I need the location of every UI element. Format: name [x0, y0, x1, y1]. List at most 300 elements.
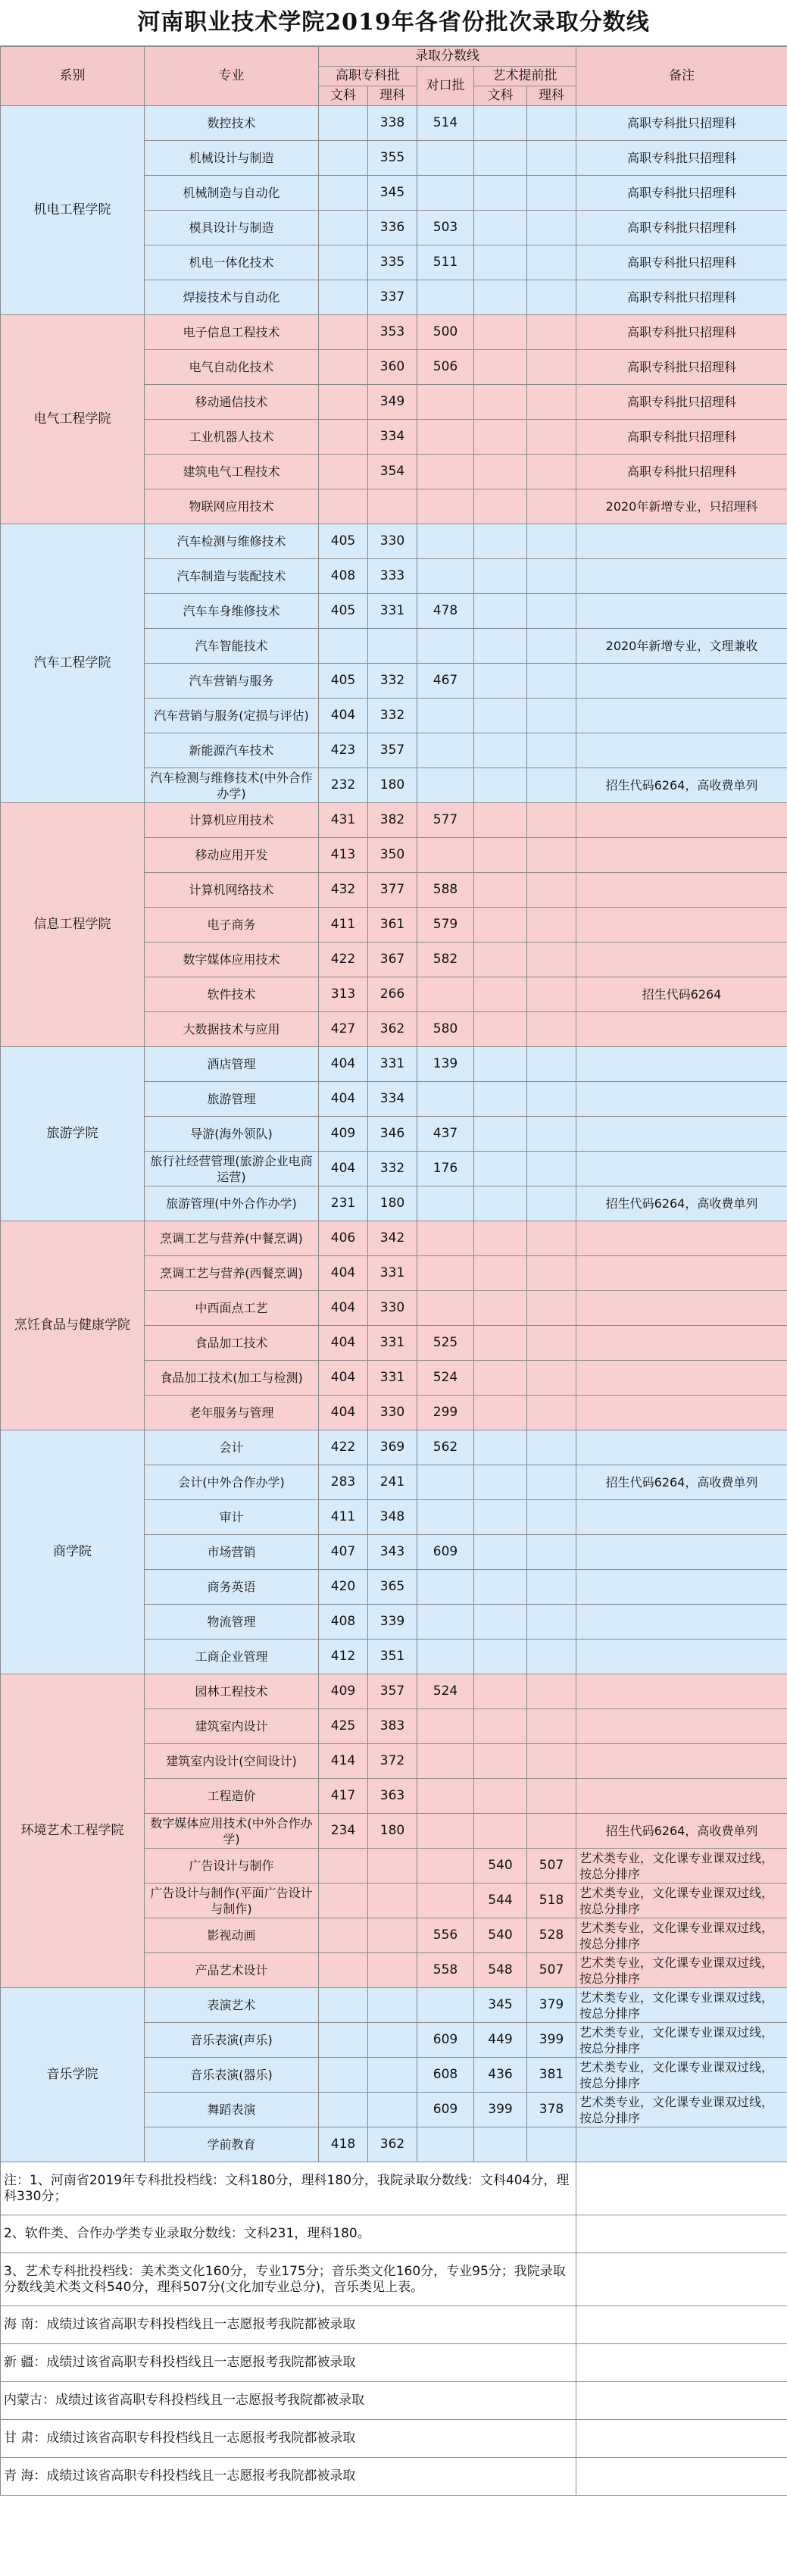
score-yishu-like: [527, 1186, 576, 1221]
score-wenke: [319, 176, 368, 211]
header-wenke: 文科: [319, 86, 368, 106]
remark-cell: [576, 1570, 787, 1605]
score-wenke: 404: [319, 1396, 368, 1430]
score-like: 367: [368, 943, 417, 977]
score-yishu-wenke: [474, 1221, 527, 1256]
score-yishu-like: [527, 768, 576, 803]
remark-cell: 高职专科批只招理科: [576, 280, 787, 315]
score-duikou: [417, 280, 474, 315]
score-like: 372: [368, 1744, 417, 1779]
major-cell: 烹调工艺与营养(西餐烹调): [145, 1256, 319, 1291]
score-like: 331: [368, 1047, 417, 1082]
score-like: 180: [368, 1814, 417, 1849]
score-like: 345: [368, 176, 417, 211]
score-yishu-wenke: 436: [474, 2058, 527, 2093]
score-duikou: [417, 1256, 474, 1291]
score-yishu-like: [527, 594, 576, 629]
score-yishu-wenke: [474, 1186, 527, 1221]
score-like: 331: [368, 1256, 417, 1291]
score-yishu-wenke: 540: [474, 1849, 527, 1884]
score-duikou: 524: [417, 1674, 474, 1709]
note-blank-cell: [576, 2215, 787, 2253]
table-row: [1, 1674, 787, 1709]
remark-cell: [576, 1047, 787, 1082]
score-like: [368, 2058, 417, 2093]
score-yishu-like: [527, 733, 576, 768]
major-cell: 市场营销: [145, 1535, 319, 1570]
score-like: 362: [368, 2127, 417, 2162]
score-yishu-like: [527, 908, 576, 943]
remark-cell: [576, 733, 787, 768]
header-yishu-like: 理科: [527, 86, 576, 106]
major-cell: 移动应用开发: [145, 838, 319, 873]
score-yishu-like: 378: [527, 2093, 576, 2127]
score-yishu-like: [527, 1326, 576, 1361]
remark-cell: [576, 908, 787, 943]
major-cell: 表演艺术: [145, 1988, 319, 2023]
score-duikou: 514: [417, 106, 474, 141]
score-duikou: [417, 977, 474, 1012]
remark-cell: 艺术类专业，文化课专业课双过线，按总分排序: [576, 1849, 787, 1884]
score-yishu-wenke: [474, 106, 527, 141]
score-wenke: 411: [319, 908, 368, 943]
score-yishu-wenke: [474, 455, 527, 489]
score-duikou: [417, 1884, 474, 1918]
score-like: 180: [368, 1186, 417, 1221]
score-wenke: 412: [319, 1640, 368, 1674]
remark-cell: [576, 1221, 787, 1256]
score-yishu-like: [527, 1221, 576, 1256]
score-like: 346: [368, 1117, 417, 1152]
score-wenke: 423: [319, 733, 368, 768]
major-cell: 广告设计与制作: [145, 1849, 319, 1884]
major-cell: 汽车检测与维修技术(中外合作办学): [145, 768, 319, 803]
score-wenke: 231: [319, 1186, 368, 1221]
score-wenke: 234: [319, 1814, 368, 1849]
dept-cell: 音乐学院: [1, 1988, 145, 2162]
major-cell: 汽车智能技术: [145, 629, 319, 664]
score-like: 330: [368, 524, 417, 559]
score-duikou: [417, 1291, 474, 1326]
score-like: [368, 1884, 417, 1918]
dept-cell: 商学院: [1, 1430, 145, 1674]
score-duikou: 608: [417, 2058, 474, 2093]
dept-cell: 旅游学院: [1, 1047, 145, 1221]
major-cell: 音乐表演(声乐): [145, 2023, 319, 2058]
major-cell: 导游(海外领队): [145, 1117, 319, 1152]
note-row: [1, 2420, 787, 2458]
major-cell: 模具设计与制造: [145, 211, 319, 245]
major-cell: 中西面点工艺: [145, 1291, 319, 1326]
remark-cell: 艺术类专业，文化课专业课双过线，按总分排序: [576, 2058, 787, 2093]
score-duikou: 609: [417, 2093, 474, 2127]
score-yishu-like: [527, 1814, 576, 1849]
score-like: [368, 2023, 417, 2058]
remark-cell: 艺术类专业，文化课专业课双过线，按总分排序: [576, 1988, 787, 2023]
remark-cell: [576, 1117, 787, 1152]
score-wenke: 404: [319, 699, 368, 733]
score-wenke: [319, 315, 368, 350]
score-like: [368, 489, 417, 524]
score-duikou: 609: [417, 1535, 474, 1570]
table-row: [1, 1221, 787, 1256]
score-wenke: [319, 1884, 368, 1918]
score-wenke: 425: [319, 1709, 368, 1744]
dept-cell: 信息工程学院: [1, 803, 145, 1047]
score-like: 355: [368, 141, 417, 176]
score-yishu-like: [527, 1361, 576, 1396]
score-wenke: 418: [319, 2127, 368, 2162]
score-duikou: [417, 1605, 474, 1640]
remark-cell: [576, 1500, 787, 1535]
score-duikou: [417, 489, 474, 524]
score-wenke: 404: [319, 1361, 368, 1396]
note-text: 甘 肃：成绩过该省高职专科投档线且一志愿报考我院都被录取: [1, 2420, 576, 2458]
remark-cell: [576, 1152, 787, 1186]
score-yishu-like: [527, 1396, 576, 1430]
score-duikou: 588: [417, 873, 474, 908]
score-duikou: [417, 1744, 474, 1779]
score-yishu-like: [527, 1256, 576, 1291]
score-duikou: [417, 1709, 474, 1744]
score-like: 361: [368, 908, 417, 943]
score-yishu-like: [527, 873, 576, 908]
score-yishu-wenke: 345: [474, 1988, 527, 2023]
score-yishu-like: [527, 385, 576, 420]
score-yishu-wenke: [474, 768, 527, 803]
score-yishu-like: 518: [527, 1884, 576, 1918]
score-yishu-like: [527, 455, 576, 489]
score-wenke: 283: [319, 1465, 368, 1500]
score-wenke: 432: [319, 873, 368, 908]
score-duikou: 609: [417, 2023, 474, 2058]
remark-cell: 高职专科批只招理科: [576, 420, 787, 455]
score-wenke: 413: [319, 838, 368, 873]
score-duikou: [417, 2127, 474, 2162]
major-cell: 新能源汽车技术: [145, 733, 319, 768]
score-yishu-wenke: [474, 1570, 527, 1605]
remark-cell: 高职专科批只招理科: [576, 176, 787, 211]
score-duikou: 176: [417, 1152, 474, 1186]
score-yishu-like: 379: [527, 1988, 576, 2023]
score-yishu-like: [527, 1117, 576, 1152]
score-duikou: 437: [417, 1117, 474, 1152]
score-wenke: 408: [319, 559, 368, 594]
score-wenke: 404: [319, 1256, 368, 1291]
score-duikou: [417, 524, 474, 559]
score-yishu-wenke: [474, 1291, 527, 1326]
remark-cell: 高职专科批只招理科: [576, 350, 787, 385]
major-cell: 机械设计与制造: [145, 141, 319, 176]
note-blank-cell: [576, 2306, 787, 2344]
score-duikou: 556: [417, 1918, 474, 1953]
score-duikou: [417, 1779, 474, 1814]
major-cell: 建筑室内设计: [145, 1709, 319, 1744]
score-yishu-wenke: [474, 1779, 527, 1814]
score-duikou: 577: [417, 803, 474, 838]
score-wenke: [319, 629, 368, 664]
major-cell: 电气自动化技术: [145, 350, 319, 385]
score-yishu-like: [527, 350, 576, 385]
score-yishu-wenke: 548: [474, 1953, 527, 1988]
score-duikou: [417, 1082, 474, 1117]
remark-cell: 高职专科批只招理科: [576, 315, 787, 350]
major-cell: 学前教育: [145, 2127, 319, 2162]
table-row: [1, 106, 787, 141]
score-wenke: 409: [319, 1117, 368, 1152]
score-yishu-wenke: [474, 1535, 527, 1570]
major-cell: 审计: [145, 1500, 319, 1535]
score-table: [0, 46, 787, 2496]
score-yishu-wenke: [474, 1047, 527, 1082]
score-like: 332: [368, 664, 417, 699]
major-cell: 影视动画: [145, 1918, 319, 1953]
header-row-1: [1, 47, 787, 67]
score-yishu-like: [527, 838, 576, 873]
header-scores: 录取分数线: [319, 47, 576, 67]
score-duikou: [417, 1640, 474, 1674]
score-wenke: [319, 420, 368, 455]
score-yishu-wenke: [474, 838, 527, 873]
table-row: [1, 1430, 787, 1465]
score-wenke: [319, 455, 368, 489]
header-like: 理科: [368, 86, 417, 106]
score-like: [368, 1988, 417, 2023]
score-duikou: [417, 1849, 474, 1884]
score-like: 331: [368, 594, 417, 629]
score-yishu-wenke: [474, 211, 527, 245]
remark-cell: 2020年新增专业，只招理科: [576, 489, 787, 524]
score-yishu-like: [527, 1674, 576, 1709]
score-yishu-wenke: [474, 699, 527, 733]
major-cell: 数控技术: [145, 106, 319, 141]
remark-cell: [576, 594, 787, 629]
score-yishu-wenke: [474, 873, 527, 908]
score-wenke: [319, 385, 368, 420]
note-blank-cell: [576, 2344, 787, 2382]
major-cell: 计算机网络技术: [145, 873, 319, 908]
score-wenke: 408: [319, 1605, 368, 1640]
score-duikou: 500: [417, 315, 474, 350]
remark-cell: [576, 524, 787, 559]
score-like: 335: [368, 245, 417, 280]
score-duikou: [417, 1221, 474, 1256]
remark-cell: 招生代码6264，高收费单列: [576, 1465, 787, 1500]
note-text: 青 海：成绩过该省高职专科投档线且一志愿报考我院都被录取: [1, 2458, 576, 2496]
score-like: 343: [368, 1535, 417, 1570]
score-like: 363: [368, 1779, 417, 1814]
score-duikou: [417, 1814, 474, 1849]
note-text: 新 疆：成绩过该省高职专科投档线且一志愿报考我院都被录取: [1, 2344, 576, 2382]
remark-cell: [576, 699, 787, 733]
score-yishu-wenke: [474, 559, 527, 594]
major-cell: 建筑室内设计(空间设计): [145, 1744, 319, 1779]
score-duikou: [417, 1500, 474, 1535]
score-yishu-like: [527, 489, 576, 524]
score-yishu-like: [527, 1430, 576, 1465]
note-row: [1, 2344, 787, 2382]
score-like: 382: [368, 803, 417, 838]
remark-cell: [576, 1396, 787, 1430]
note-text: 2、软件类、合作办学类专业录取分数线：文科231，理科180。: [1, 2215, 576, 2253]
score-yishu-like: [527, 1465, 576, 1500]
remark-cell: 招生代码6264，高收费单列: [576, 1186, 787, 1221]
note-text: 内蒙古：成绩过该省高职专科投档线且一志愿报考我院都被录取: [1, 2382, 576, 2420]
score-duikou: 558: [417, 1953, 474, 1988]
score-yishu-wenke: [474, 1326, 527, 1361]
score-yishu-like: 507: [527, 1849, 576, 1884]
score-like: 333: [368, 559, 417, 594]
major-cell: 计算机应用技术: [145, 803, 319, 838]
score-like: 330: [368, 1396, 417, 1430]
score-yishu-wenke: [474, 1744, 527, 1779]
score-wenke: [319, 2058, 368, 2093]
major-cell: 软件技术: [145, 977, 319, 1012]
major-cell: 电子商务: [145, 908, 319, 943]
score-yishu-wenke: 399: [474, 2093, 527, 2127]
score-wenke: 404: [319, 1326, 368, 1361]
note-text: 海 南：成绩过该省高职专科投档线且一志愿报考我院都被录取: [1, 2306, 576, 2344]
score-yishu-like: [527, 977, 576, 1012]
score-yishu-wenke: [474, 1465, 527, 1500]
score-duikou: [417, 559, 474, 594]
score-like: 332: [368, 699, 417, 733]
remark-cell: [576, 664, 787, 699]
score-yishu-wenke: [474, 1012, 527, 1047]
score-duikou: [417, 699, 474, 733]
score-yishu-like: [527, 1640, 576, 1674]
remark-cell: 高职专科批只招理科: [576, 141, 787, 176]
score-like: 349: [368, 385, 417, 420]
score-yishu-wenke: [474, 629, 527, 664]
table-row: [1, 803, 787, 838]
score-yishu-wenke: [474, 664, 527, 699]
score-yishu-like: [527, 524, 576, 559]
remark-cell: [576, 559, 787, 594]
major-cell: 机械制造与自动化: [145, 176, 319, 211]
score-yishu-wenke: [474, 420, 527, 455]
score-like: 337: [368, 280, 417, 315]
note-blank-cell: [576, 2253, 787, 2306]
major-cell: 汽车制造与装配技术: [145, 559, 319, 594]
score-yishu-like: [527, 141, 576, 176]
score-duikou: 503: [417, 211, 474, 245]
score-yishu-wenke: [474, 803, 527, 838]
remark-cell: [576, 1535, 787, 1570]
major-cell: 食品加工技术(加工与检测): [145, 1361, 319, 1396]
score-duikou: [417, 455, 474, 489]
note-row: [1, 2306, 787, 2344]
score-yishu-wenke: 544: [474, 1884, 527, 1918]
score-yishu-wenke: [474, 350, 527, 385]
remark-cell: 艺术类专业，文化课专业课双过线，按总分排序: [576, 2093, 787, 2127]
note-blank-cell: [576, 2420, 787, 2458]
major-cell: 汽车营销与服务(定损与评估): [145, 699, 319, 733]
score-like: 342: [368, 1221, 417, 1256]
score-yishu-wenke: [474, 176, 527, 211]
major-cell: 商务英语: [145, 1570, 319, 1605]
score-wenke: 407: [319, 1535, 368, 1570]
remark-cell: 高职专科批只招理科: [576, 385, 787, 420]
header-duikou: 对口批: [417, 67, 474, 106]
major-cell: 老年服务与管理: [145, 1396, 319, 1430]
score-wenke: 411: [319, 1500, 368, 1535]
remark-cell: [576, 1430, 787, 1465]
major-cell: 会计(中外合作办学): [145, 1465, 319, 1500]
remark-cell: [576, 1674, 787, 1709]
score-yishu-like: [527, 1709, 576, 1744]
score-like: 369: [368, 1430, 417, 1465]
score-wenke: [319, 2023, 368, 2058]
remark-cell: 艺术类专业，文化课专业课双过线，按总分排序: [576, 2023, 787, 2058]
score-yishu-wenke: 540: [474, 1918, 527, 1953]
score-yishu-like: [527, 664, 576, 699]
note-blank-cell: [576, 2382, 787, 2420]
score-yishu-like: [527, 211, 576, 245]
score-yishu-like: 507: [527, 1953, 576, 1988]
score-duikou: 478: [417, 594, 474, 629]
score-duikou: [417, 420, 474, 455]
score-yishu-wenke: [474, 1640, 527, 1674]
major-cell: 数字媒体应用技术(中外合作办学): [145, 1814, 319, 1849]
remark-cell: 艺术类专业，文化课专业课双过线，按总分排序: [576, 1884, 787, 1918]
score-like: 331: [368, 1361, 417, 1396]
score-duikou: 299: [417, 1396, 474, 1430]
score-duikou: [417, 733, 474, 768]
score-yishu-like: [527, 420, 576, 455]
score-like: 377: [368, 873, 417, 908]
score-yishu-wenke: [474, 1605, 527, 1640]
score-yishu-like: [527, 1535, 576, 1570]
major-cell: 工程造价: [145, 1779, 319, 1814]
score-like: 334: [368, 1082, 417, 1117]
score-like: 338: [368, 106, 417, 141]
major-cell: 旅游管理: [145, 1082, 319, 1117]
score-yishu-wenke: [474, 943, 527, 977]
score-yishu-wenke: [474, 977, 527, 1012]
major-cell: 数字媒体应用技术: [145, 943, 319, 977]
score-yishu-wenke: [474, 594, 527, 629]
score-wenke: 417: [319, 1779, 368, 1814]
table-row: [1, 524, 787, 559]
remark-cell: 艺术类专业，文化课专业课双过线，按总分排序: [576, 1918, 787, 1953]
score-wenke: 406: [319, 1221, 368, 1256]
score-like: 348: [368, 1500, 417, 1535]
major-cell: 电子信息工程技术: [145, 315, 319, 350]
score-wenke: [319, 280, 368, 315]
major-cell: 酒店管理: [145, 1047, 319, 1082]
score-yishu-wenke: [474, 1430, 527, 1465]
score-yishu-wenke: [474, 733, 527, 768]
remark-cell: 高职专科批只招理科: [576, 245, 787, 280]
score-duikou: 506: [417, 350, 474, 385]
remark-cell: 艺术类专业，文化课专业课双过线，按总分排序: [576, 1953, 787, 1988]
score-like: 365: [368, 1570, 417, 1605]
note-text: 注：1、河南省2019年专科批投档线：文科180分，理科180分，我院录取分数线：文科404分，理科330分；: [1, 2162, 576, 2215]
score-duikou: [417, 1988, 474, 2023]
dept-cell: 烹饪食品与健康学院: [1, 1221, 145, 1430]
major-cell: 园林工程技术: [145, 1674, 319, 1709]
major-cell: 汽车营销与服务: [145, 664, 319, 699]
remark-cell: 招生代码6264: [576, 977, 787, 1012]
score-wenke: [319, 1988, 368, 2023]
score-duikou: [417, 838, 474, 873]
dept-cell: 汽车工程学院: [1, 524, 145, 803]
score-duikou: 582: [417, 943, 474, 977]
note-row: [1, 2215, 787, 2253]
score-like: 357: [368, 733, 417, 768]
score-yishu-wenke: [474, 1709, 527, 1744]
